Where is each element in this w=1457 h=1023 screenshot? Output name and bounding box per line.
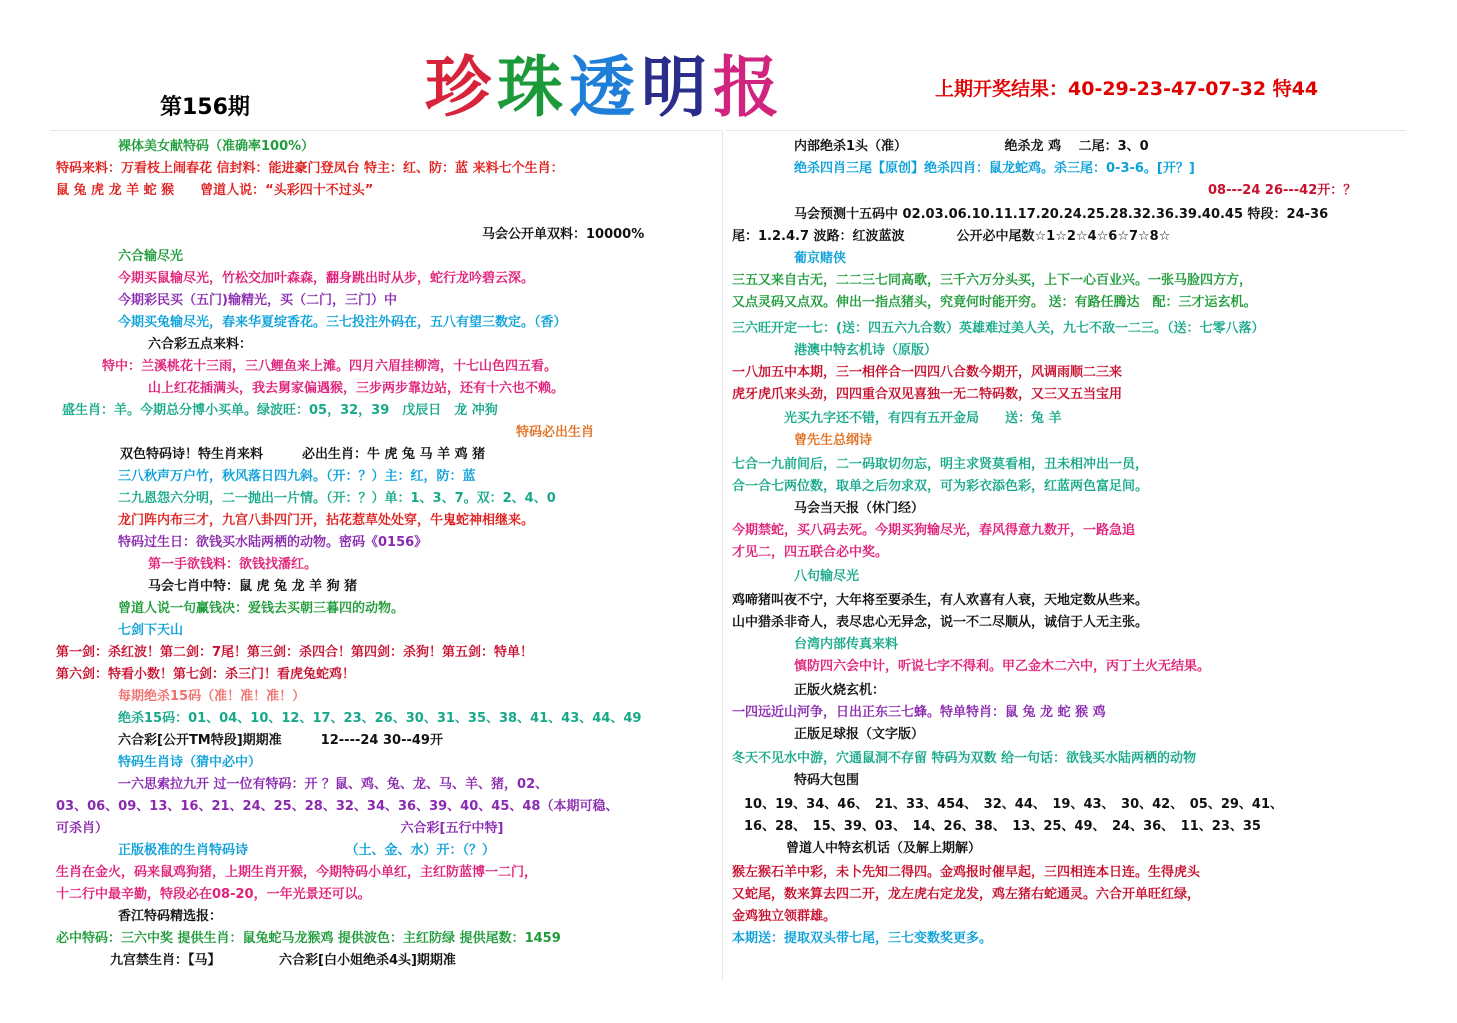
left-text-line: 第一剑：杀红波！第二剑：7尾！第三剑：杀四合！第四剑：杀狗！第五剑：特单！ bbox=[56, 645, 534, 660]
left-text-line: 特码必出生肖 bbox=[516, 425, 595, 440]
left-text-line: 特码来料：万看枝上闹春花 信封料：能进豪门登凤台 特主：红、防：蓝 来料七个生肖： bbox=[56, 161, 564, 176]
left-text-line: 曾道人说一句赢钱决：爱钱去买朝三暮四的动物。 bbox=[118, 601, 405, 616]
left-text-line: 六合彩五点来料： bbox=[148, 337, 253, 352]
right-text-line: 合一合七两位数，取单之后勿求双，可为彩衣添色彩，红蓝两色富足间。 bbox=[732, 479, 1149, 494]
right-text-line: 尾：1.2.4.7 波路：红波蓝波 公开必中尾数☆1☆2☆4☆6☆7☆8☆ bbox=[732, 229, 1171, 244]
right-text-line: 马会预测十五码中 02.03.06.10.11.17.20.24.25.28.32.36.39.40.45 特段：24-36 bbox=[794, 207, 1329, 222]
right-text-line: 八句输尽光 bbox=[794, 569, 860, 584]
title-char: 报 bbox=[713, 48, 785, 126]
left-text-line: 鼠 兔 虎 龙 羊 蛇 猴 曾道人说：“头彩四十不过头” bbox=[56, 183, 374, 198]
right-text-line: 曾道人中特玄机话（及解上期解） bbox=[786, 841, 982, 856]
title-char: 珍 bbox=[425, 48, 497, 126]
right-text-line: 猴左猴石羊中彩，未卜先知二得四。金鸡报时催早起，三四相连本日连。生得虎头 bbox=[732, 865, 1201, 880]
right-text-line: 葡京赌侠 bbox=[794, 251, 847, 266]
right-text-line: 16、28、 15、39、03、 14、26、38、 13、25、49、 24、36、 11、23、35 bbox=[744, 819, 1261, 834]
right-text-line: 08---24 26---42开：？ bbox=[1208, 183, 1357, 198]
left-text-line: 第六剑：特看小数！第七剑：杀三门！看虎兔蛇鸡！ bbox=[56, 667, 356, 682]
left-text-line: 六合彩[公开TM特段]期期准 12----24 30--49开 bbox=[118, 733, 443, 748]
right-text-line: 本期送：提取双头带七尾，三七变数奖更多。 bbox=[732, 931, 993, 946]
left-text-line: 必中特码：三六中奖 提供生肖：鼠兔蛇马龙猴鸡 提供波色：主红防绿 提供尾数：1459 bbox=[56, 931, 561, 946]
left-text-line: 每期绝杀15码（准！准！准！） bbox=[118, 689, 306, 704]
title-char: 透 bbox=[569, 48, 641, 126]
left-text-line: 三八秋声万户竹，秋风落日四九斜。（开：？）主：红，防：蓝 bbox=[118, 469, 476, 484]
right-text-line: 10、19、34、46、 21、33、454、 32、44、 19、43、 30、42、 05、29、41、 bbox=[744, 797, 1283, 812]
right-text-line: 金鸡独立领群雄。 bbox=[732, 909, 837, 924]
right-text-line: 曾先生总纲诗 bbox=[794, 433, 873, 448]
right-text-line: 一四远近山河争，日出正东三七蜂。特单特肖：鼠 兔 龙 蛇 猴 鸡 bbox=[732, 705, 1106, 720]
right-text-line: 三六旺开定一七：(送：四五六九合数）英雄难过美人关，九七不敌一二三。（送：七零八落） bbox=[732, 321, 1265, 336]
right-text-line: 才见二，四五联合必中奖。 bbox=[732, 545, 889, 560]
left-column bbox=[50, 130, 723, 981]
right-text-line: 台湾内部传真来料 bbox=[794, 637, 899, 652]
right-column bbox=[726, 130, 1406, 961]
right-text-line: 光买九字还不错，有四有五开金局 送：兔 羊 bbox=[784, 411, 1062, 426]
left-text-line: 香江特码精选报： bbox=[118, 909, 223, 924]
right-text-line: 虎牙虎爪来头劲，四四重合双见喜独一无二特码数，又三又五当宝用 bbox=[732, 387, 1123, 402]
right-text-line: 三五又来自古无，二二三七同高歌，三千六万分头买，上下一心百业兴。一张马脸四方方， bbox=[732, 273, 1253, 288]
left-text-line: 03、06、09、13、16、21、24、25、28、32、34、36、39、40、45、48（本期可稳、 bbox=[56, 799, 619, 814]
left-text-line: 一六思索拉九开 过一位有特码：开 ？鼠、鸡、兔、龙、马、羊、猪，02、 bbox=[118, 777, 549, 792]
right-text-line: 山中猎杀非奇人，表尽忠心无异念，说一不二尽顺从，诚信于人无主张。 bbox=[732, 615, 1149, 630]
left-text-line: 龙门阵内布三才，九宫八卦四门开，拈花惹草处处穿，牛鬼蛇神相继来。 bbox=[118, 513, 535, 528]
right-text-line: 正版火烧玄机： bbox=[794, 683, 886, 698]
right-text-line: 一八加五中本期，三一相伴合一四四八合数今期开，风调雨顺二三来 bbox=[732, 365, 1123, 380]
left-text-line: 七剑下天山 bbox=[118, 623, 184, 638]
right-text-line: 冬天不见水中游，穴通鼠洞不存留 特码为双数 给一句话：欲钱买水陆两栖的动物 bbox=[732, 751, 1197, 766]
title-char: 明 bbox=[641, 48, 713, 126]
left-text-line: 正版极准的生肖特码诗 （土、金、水）开：（？） bbox=[118, 843, 496, 858]
left-text-line: 今期彩民买（五门)输精光，买（二门，三门）中 bbox=[118, 293, 397, 308]
left-text-line: 裸体美女献特码（准确率100%） bbox=[118, 139, 315, 154]
left-text-line: 马会七肖中特：鼠 虎 兔 龙 羊 狗 猪 bbox=[148, 579, 358, 594]
right-text-line: 绝杀四肖三尾【原创】绝杀四肖：鼠龙蛇鸡。杀三尾：0-3-6。[开？] bbox=[794, 161, 1195, 176]
left-text-line: 今期买鼠输尽光，竹松交加叶森森，翻身跳出时从步，蛇行龙吟碧云深。 bbox=[118, 271, 535, 286]
right-text-line: 鸡啼猪叫夜不宁，大年将至要杀生，有人欢喜有人衰，天地定数从些来。 bbox=[732, 593, 1149, 608]
title-char: 珠 bbox=[497, 48, 569, 126]
right-text-line: 七合一九前间后，二一码取切勿忘，明主求贤莫看相，丑未相冲出一员， bbox=[732, 457, 1149, 472]
left-text-line: 盛生肖：羊。今期总分博小买单。绿波旺：05，32，39 戊辰日 龙 冲狗 bbox=[62, 403, 498, 418]
right-text-line: 又点灵码又点双。伸出一指点猪头，究竟何时能开穷。 送：有路任腾达 配：三才运玄机。 bbox=[732, 295, 1257, 310]
left-text-line: 第一手欲钱料：欲钱找潘红。 bbox=[148, 557, 318, 572]
last-result: 上期开奖结果：40-29-23-47-07-32 特44 bbox=[935, 78, 1319, 100]
left-text-line: 特码生肖诗（猜中必中） bbox=[118, 755, 262, 770]
newspaper-title bbox=[425, 34, 905, 126]
left-text-line: 今期买兔输尽光，春来华夏绽香花。三七投注外码在，五八有望三数定。（香） bbox=[118, 315, 567, 330]
left-text-line: 特中：兰溪桃花十三雨，三八鲤鱼来上滩。四月六眉挂柳湾，十七山色四五看。 bbox=[102, 359, 558, 374]
right-text-line: 今期禁蛇，买八码去死。今期买狗输尽光，春风得意九数开，一路急追 bbox=[732, 523, 1136, 538]
right-text-line: 又蛇尾，数来算去四二开，龙左虎右定龙发，鸡左猪右蛇通灵。六合开单旺红绿， bbox=[732, 887, 1201, 902]
issue-number: 第156期 bbox=[160, 95, 250, 120]
right-text-line: 港澳中特玄机诗（原版） bbox=[794, 343, 938, 358]
left-text-line: 绝杀15码：01、04、10、12、17、23、26、30、31、35、38、41、43、44、49 bbox=[118, 711, 642, 726]
left-text-line: 生肖在金火，码来鼠鸡狗猪，上期生肖开猴，今期特码小单红，主红防蓝博一二门， bbox=[56, 865, 538, 880]
left-text-line: 马会公开单双料：10000% bbox=[482, 227, 645, 242]
right-text-line: 内部绝杀1头（准） 绝杀龙 鸡 二尾：3、0 bbox=[794, 139, 1149, 154]
right-text-line: 慎防四六会中计，听说七字不得利。甲乙金木二六中，丙丁土火无结果。 bbox=[794, 659, 1211, 674]
left-text-line: 特码过生日：欲钱买水陆两栖的动物。密码《0156》 bbox=[118, 535, 428, 550]
right-text-line: 正版足球报（文字版） bbox=[794, 727, 925, 742]
right-text-line: 特码大包围 bbox=[794, 773, 860, 788]
left-text-line: 六合输尽光 bbox=[118, 249, 184, 264]
left-text-line: 双色特码诗！特生肖来料 必出生肖：牛 虎 兔 马 羊 鸡 猪 bbox=[120, 447, 486, 462]
left-text-line: 二九恩怨六分明，二一抛出一片情。（开：？）单：1、3、7。双：2、4、0 bbox=[118, 491, 556, 506]
left-text-line: 可杀肖） 六合彩[五行中特] bbox=[56, 821, 504, 836]
left-text-line: 山上红花插满头，我去舅家偏遇猴，三步两步靠边站，还有十六也不赖。 bbox=[148, 381, 565, 396]
right-text-line: 马会当天报（休门经） bbox=[794, 501, 925, 516]
left-text-line: 十二行中最辛勤，特段必在08-20，一年光景还可以。 bbox=[56, 887, 371, 902]
left-text-line: 九宫禁生肖：【马】 六合彩[白小姐绝杀4头]期期准 bbox=[110, 953, 456, 968]
